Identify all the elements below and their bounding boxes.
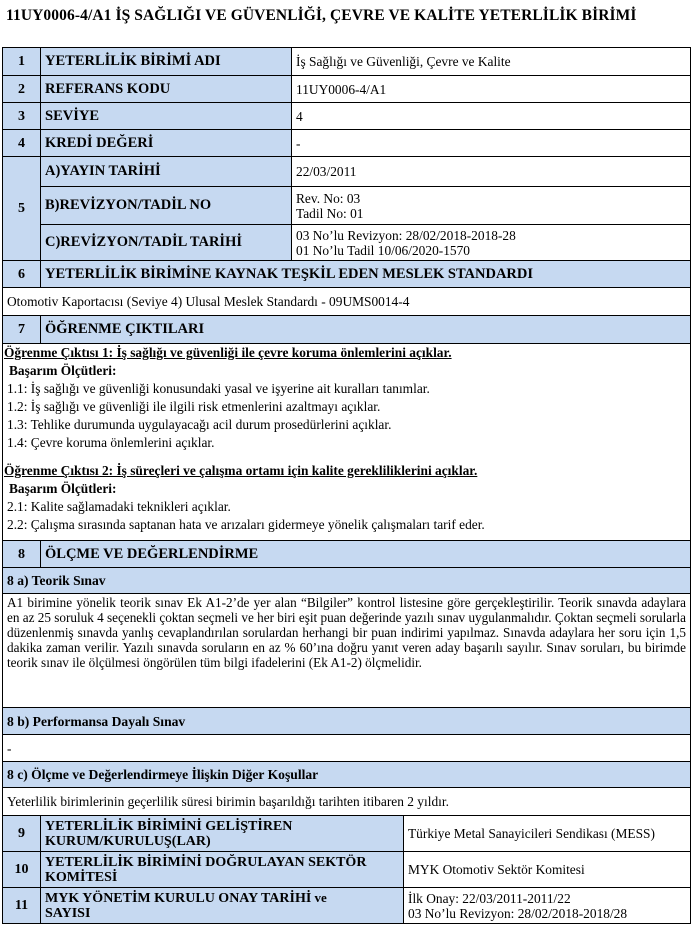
row-value: İş Sağlığı ve Güvenliği, Çevre ve Kalite [292,48,691,76]
value-line: İlk Onay: 22/03/2011-2011/22 [408,890,571,906]
row-approval [3,888,691,924]
value-line: Rev. No: 03 [296,190,361,206]
row-label: SEVİYE [41,103,292,130]
row-label: C)REVİZYON/TADİL TARİHİ [41,225,292,261]
row-number: 10 [3,852,41,888]
row-number: 3 [3,103,41,130]
label-tail: SAYISI [45,906,91,921]
row-learning-outcomes-header [3,316,691,344]
row-credit [3,130,691,157]
row-number: 1 [3,48,41,76]
row-theory-exam-header [3,568,691,594]
row-developer [3,816,691,852]
row-label: REFERANS KODU [41,76,292,103]
theory-exam-text: A1 birimine yönelik teorik sınav Ek A1-2’de yer alan “Bilgiler” kontrol listesine göre gerçekleştirilir. Teorik sınavda adaylara en az 25 soruluk 4 seçenekli çoktan seçmeli ve her biri eşit puan değerinde yazılı sınav uygulanmalıdır. Çoktan seçmeli sorularla düzenlenmiş sınavda yanlış cevaplandırılan sorulardan herhangi bir puan indirimi yapılmaz. Sınavda adaylara her soru için 1,5 dakika zaman verilir. Yazılı sınavda soruların en az % 60’ına doğru yanıt veren aday başarılı sayılır. Sınav soruları, bu birimde teorik sınav ile ölçülmesi öngörülen tüm bilgi ifadelerini (Ek A1-2) ölçmelidir. [3,594,691,708]
page-title: 11UY0006-4/A1 İŞ SAĞLIĞI VE GÜVENLİĞİ, ÇEVRE VE KALİTE YETERLİLİK BİRİMİ [6,7,637,24]
row-number: 8 [3,541,41,568]
row-value: 22/03/2011 [292,157,691,187]
row-value: MYK Otomotiv Sektör Komitesi [404,852,691,888]
row-performance-exam-header [3,708,691,735]
row-learning-outcomes-body [3,344,691,541]
row-publish-date [3,157,691,187]
section-title: 8 c) Ölçme ve Değerlendirmeye İlişkin Diğer Koşullar [3,762,691,788]
row-label: B)REVİZYON/TADİL NO [41,187,292,225]
row-verifier [3,852,691,888]
row-number: 4 [3,130,41,157]
criterion: 1.2: İş sağlığı ve güvenliği ile ilgili risk etmenlerini azaltmayı açıklar. [7,399,381,414]
criteria-title: Başarım Ölçütleri: [9,481,117,496]
label-connector: ve [311,890,327,905]
value-line: 03 No’lu Revizyon: 28/02/2018-2018/28 [408,905,628,921]
row-label: YETERLİLİK BİRİMİ ADI [41,48,292,76]
row-value: - [292,130,691,157]
row-value: 4 [292,103,691,130]
row-value [292,225,691,261]
row-revision-date [3,225,691,261]
row-number: 9 [3,816,41,852]
row-value: 11UY0006-4/A1 [292,76,691,103]
criterion: 2.2: Çalışma sırasında saptanan hata ve arızaları gidermeye yönelik çalışmaları tarif eder. [7,517,485,532]
row-label: ÖLÇME VE DEĞERLENDİRME [41,541,691,568]
row-performance-exam-body [3,735,691,762]
row-number: 2 [3,76,41,103]
row-other-conditions-header [3,762,691,788]
row-label: YETERLİLİK BİRİMİNİ GELİŞTİREN KURUM/KURULUŞ(LAR) [41,816,404,852]
value-line: Türkiye Metal Sanayicileri Sendikası (MESS) [408,826,655,841]
row-value [404,816,691,852]
row-label: KREDİ DEĞERİ [41,130,292,157]
row-source-standard-header [3,261,691,288]
outcome-title: Öğrenme Çıktısı 2: İş süreçleri ve çalışma ortamı için kalite gerekliliklerini açıklar. [4,463,478,478]
row-number: 6 [3,261,41,288]
value-line: 03 No’lu Revizyon: 28/02/2018-2018-28 [296,227,516,243]
row-value [404,888,691,924]
label-main: MYK YÖNETİM KURULU ONAY TARİHİ [45,891,312,906]
section-title: 8 b) Performansa Dayalı Sınav [3,708,691,735]
row-label [41,888,404,924]
row-number: 5 [3,157,41,261]
row-unit-name [3,48,691,76]
criteria-title: Başarım Ölçütleri: [9,363,117,378]
row-value [292,187,691,225]
row-revision-no [3,187,691,225]
row-level [3,103,691,130]
row-value: Otomotiv Kaportacısı (Seviye 4) Ulusal Meslek Standardı - 09UMS0014-4 [3,288,691,316]
row-assessment-header [3,541,691,568]
row-label: YETERLİLİK BİRİMİNİ DOĞRULAYAN SEKTÖR KOMİTESİ [41,852,404,888]
criterion: 1.4: Çevre koruma önlemlerini açıklar. [7,435,215,450]
criterion: 1.3: Tehlike durumunda uygulayacağı acil durum prosedürlerini açıklar. [7,417,392,432]
outcome-title: Öğrenme Çıktısı 1: İş sağlığı ve güvenliği ile çevre koruma önlemlerini açıklar. [4,345,452,360]
row-label: ÖĞRENME ÇIKTILARI [41,316,691,344]
row-number: 7 [3,316,41,344]
other-conditions-text: Yeterlilik birimlerinin geçerlilik süresi birimin başarıldığı tarihten itibaren 2 yıldır. [3,788,691,816]
row-source-standard-value [3,288,691,316]
row-label: YETERLİLİK BİRİMİNE KAYNAK TEŞKİL EDEN MESLEK STANDARDI [41,261,691,288]
row-theory-exam-body [3,594,691,708]
qualification-unit-table [2,47,691,924]
performance-exam-text: - [3,735,691,762]
value-line: 01 No’lu Tadil 10/06/2020-1570 [296,242,470,258]
criterion: 1.1: İş sağlığı ve güvenliği konusundaki yasal ve işyerine ait kuralları tanımlar. [7,381,430,396]
criterion: 2.1: Kalite sağlamadaki teknikleri açıklar. [7,499,231,514]
value-line: Tadil No: 01 [296,205,364,221]
row-number: 11 [3,888,41,924]
learning-outcomes-content [3,344,691,541]
row-reference-code [3,76,691,103]
section-title: 8 a) Teorik Sınav [3,568,691,594]
row-label: A)YAYIN TARİHİ [41,157,292,187]
row-other-conditions-body [3,788,691,816]
